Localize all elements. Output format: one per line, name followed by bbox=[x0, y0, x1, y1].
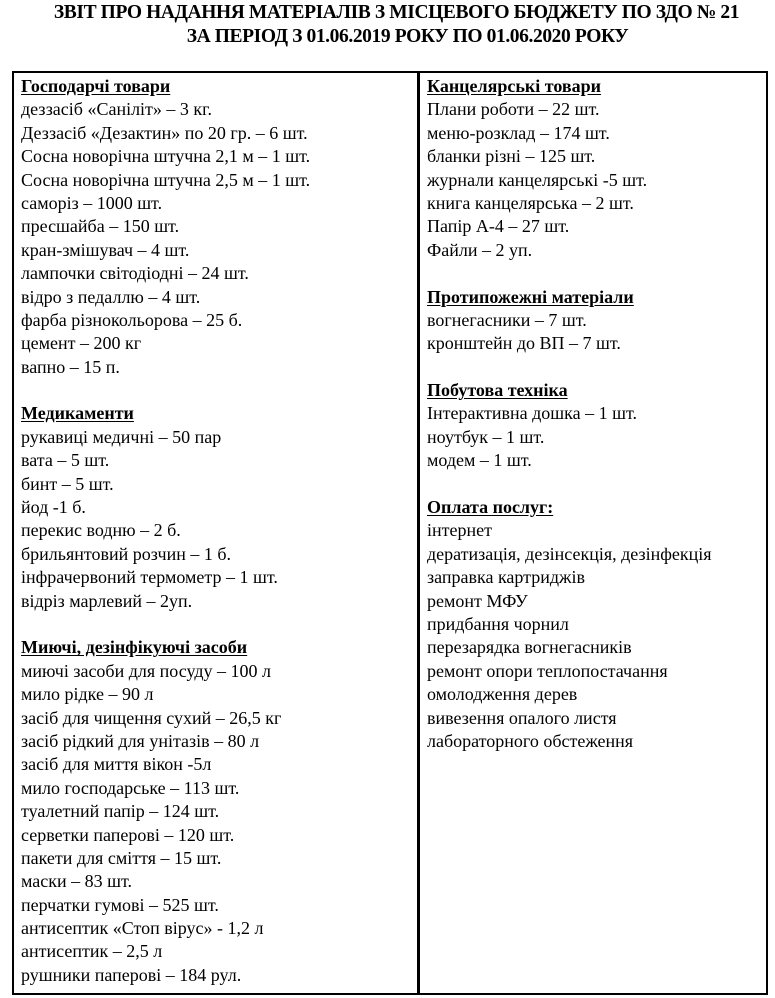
list-item: антисептик «Стоп вірус» - 1,2 л bbox=[21, 918, 264, 939]
left-column bbox=[14, 73, 421, 993]
list-item: журнали канцелярські -5 шт. bbox=[427, 169, 648, 190]
list-item: омолодження дерев bbox=[427, 684, 578, 705]
list-item: пресшайба – 150 шт. bbox=[21, 216, 180, 237]
list-item: туалетний папір – 124 шт. bbox=[21, 801, 220, 822]
list-item: засіб для миття вікон -5л bbox=[21, 754, 212, 775]
list-item: лампочки світодіодні – 24 шт. bbox=[21, 263, 249, 284]
list-item: Папір А-4 – 27 шт. bbox=[427, 216, 570, 237]
list-item: мило господарське – 113 шт. bbox=[21, 777, 240, 798]
section-spacer bbox=[427, 262, 775, 285]
list-item: перекис водню – 2 б. bbox=[21, 520, 181, 541]
list-item: кронштейн до ВП – 7 шт. bbox=[427, 333, 621, 354]
section-heading: Оплата послуг: bbox=[427, 497, 554, 518]
list-item: придбання чорнил bbox=[427, 613, 569, 634]
section-heading: Побутова техніка bbox=[427, 380, 568, 401]
list-item: засіб рідкий для унітазів – 80 л bbox=[21, 730, 260, 751]
list-item: Сосна новорічна штучна 2,1 м – 1 шт. bbox=[21, 146, 311, 167]
list-item: саморіз – 1000 шт. bbox=[21, 192, 163, 213]
section-spacer bbox=[427, 473, 775, 496]
list-item: бинт – 5 шт. bbox=[21, 473, 114, 494]
list-item: мило рідке – 90 л bbox=[21, 684, 154, 705]
section-spacer bbox=[427, 356, 775, 379]
list-item: вогнегасники – 7 шт. bbox=[427, 309, 587, 330]
list-item: ноутбук – 1 шт. bbox=[427, 426, 545, 447]
list-item: кран-змішувач – 4 шт. bbox=[21, 239, 190, 260]
list-item: заправка картриджів bbox=[427, 567, 585, 588]
list-item: ремонт опори теплопостачання bbox=[427, 660, 668, 681]
list-item: вивезення опалого листя bbox=[427, 707, 617, 728]
list-item: пакети для сміття – 15 шт. bbox=[21, 847, 222, 868]
list-item: інтернет bbox=[427, 520, 492, 541]
list-item: маски – 83 шт. bbox=[21, 871, 132, 892]
list-item: вапно – 15 п. bbox=[21, 356, 120, 377]
list-item: засіб для чищення сухий – 26,5 кг bbox=[21, 707, 282, 728]
list-item: дератизація, дезінсекція, дезінфекція bbox=[427, 543, 712, 564]
list-item: цемент – 200 кг bbox=[21, 333, 142, 354]
list-item: Файли – 2 уп. bbox=[427, 239, 533, 260]
list-item: Інтерактивна дошка – 1 шт. bbox=[427, 403, 637, 424]
list-item: антисептик – 2,5 л bbox=[21, 941, 163, 962]
list-item: Сосна новорічна штучна 2,5 м – 1 шт. bbox=[21, 169, 311, 190]
section-heading: Канцелярські товари bbox=[427, 76, 602, 96]
list-item: ремонт МФУ bbox=[427, 590, 528, 611]
section-heading: Медикаменти bbox=[21, 403, 134, 424]
list-item: книга канцелярська – 2 шт. bbox=[427, 192, 634, 213]
list-item: деззасіб «Саніліт» – 3 кг. bbox=[21, 99, 213, 120]
list-item: Деззасіб «Дезактин» по 20 гр. – 6 шт. bbox=[21, 122, 308, 143]
list-item: бланки різні – 125 шт. bbox=[427, 146, 596, 167]
list-item: відріз марлевий – 2уп. bbox=[21, 590, 193, 611]
list-item: брильянтовий розчин – 1 б. bbox=[21, 543, 232, 564]
list-item: інфрачервоний термометр – 1 шт. bbox=[21, 567, 278, 588]
section-heading: Господарчі товари bbox=[21, 76, 171, 96]
list-item: йод -1 б. bbox=[21, 497, 86, 518]
list-item: вата – 5 шт. bbox=[21, 450, 110, 471]
list-item: перезарядка вогнегасників bbox=[427, 637, 632, 658]
list-item: меню-розклад – 174 шт. bbox=[427, 122, 610, 143]
materials-table bbox=[12, 71, 768, 995]
list-item: миючі засоби для посуду – 100 л bbox=[21, 660, 271, 681]
list-item: рушники паперові – 184 рул. bbox=[21, 964, 242, 985]
report-title-line-2: ЗА ПЕРІОД З 01.06.2019 РОКУ ПО 01.06.2020 РОКУ bbox=[186, 26, 629, 47]
list-item: лабораторного обстеження bbox=[427, 730, 634, 751]
section-spacer bbox=[21, 613, 421, 636]
list-item: перчатки гумові – 525 шт. bbox=[21, 894, 219, 915]
section-heading: Протипожежні матеріали bbox=[427, 286, 634, 307]
section-heading: Миючі, дезінфікуючі засоби bbox=[21, 637, 248, 658]
list-item: модем – 1 шт. bbox=[427, 450, 532, 471]
list-item: рукавиці медичні – 50 пар bbox=[21, 426, 222, 447]
section-spacer bbox=[21, 379, 421, 402]
list-item: фарба різнокольорова – 25 б. bbox=[21, 309, 243, 330]
list-item: Плани роботи – 22 шт. bbox=[427, 99, 600, 120]
right-column bbox=[417, 73, 775, 993]
list-item: відро з педаллю – 4 шт. bbox=[21, 286, 201, 307]
report-title-line-1: ЗВІТ ПРО НАДАННЯ МАТЕРІАЛІВ З МІСЦЕВОГО БЮДЖЕТУ ПО ЗДО № 21 bbox=[53, 2, 740, 23]
list-item: серветки паперові – 120 шт. bbox=[21, 824, 235, 845]
report-title bbox=[0, 1, 775, 49]
